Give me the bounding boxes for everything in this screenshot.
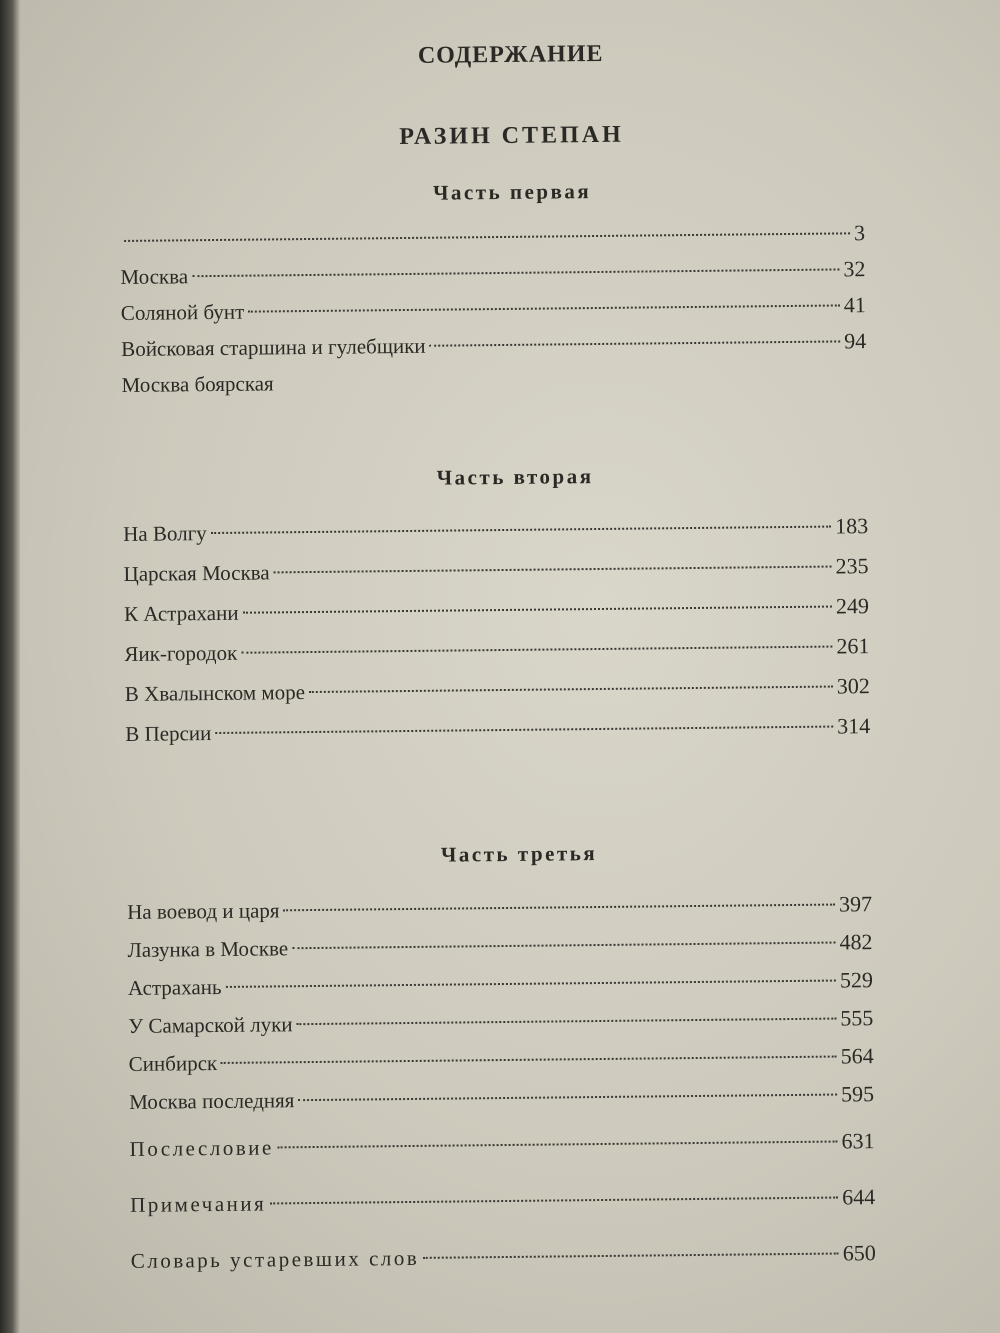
dot-leader [298,1094,837,1102]
entry-page: 235 [835,553,869,579]
entry-label: Синбирск [128,1051,218,1076]
entry-page: 529 [839,967,874,993]
dot-leader [270,1197,838,1205]
entry-label: Царская Москва [123,560,270,586]
toc-entry [125,706,870,754]
entry-page: 32 [843,256,866,282]
entry-page: 595 [840,1081,875,1107]
toc-heading: СОДЕРЖАНИЕ [417,40,604,69]
dot-leader [284,904,836,912]
entry-page: 314 [837,713,871,739]
dot-leader [215,726,833,734]
entry-label: Соляной бунт [120,299,245,325]
entry-label: Лазунка в Москве [127,936,289,962]
dot-leader [192,268,839,277]
page-edge-shadow [0,0,20,1333]
entry-label: В Хвалынском море [124,680,306,706]
entry-label: Москва последняя [128,1088,295,1114]
entry-label: В Персии [125,721,212,746]
entry-page: 482 [839,929,873,955]
entry-label: Москва боярская [121,371,274,397]
entry-label: Яик-городок [124,640,238,666]
toc-entry [130,1225,876,1289]
dot-leader [297,1018,837,1026]
entry-label: Войсковая старшина и гулебщики [121,333,426,361]
entry-page: 631 [841,1128,875,1154]
entry-label: К Астрахани [123,600,239,626]
part-entries [123,506,870,754]
entry-label: Примечания [130,1191,267,1217]
entry-label: Словарь устаревших слов [130,1245,420,1273]
dot-leader [274,566,832,574]
entry-page: 555 [840,1005,874,1031]
entry-label: Москва [120,264,189,289]
dot-leader [211,526,831,534]
dot-leader [124,232,850,242]
entry-page: 249 [835,593,870,619]
dot-leader [278,1141,838,1149]
entry-page: 261 [836,633,870,659]
dot-leader [225,980,835,988]
dot-leader [242,606,831,614]
entry-label: На воевод и царя [127,898,280,924]
toc-entry [121,359,866,403]
toc-entry [130,1169,876,1233]
entry-page: 644 [842,1184,876,1210]
entry-label: На Волгу [123,521,207,546]
entry-label: Послесловие [129,1135,274,1161]
entry-page: 564 [840,1043,874,1069]
table-of-contents [118,32,876,1289]
part-title: Часть первая [432,179,592,205]
entry-page: 41 [843,292,866,318]
part-entries [120,215,867,403]
entry-page: 94 [844,328,867,354]
dot-leader [241,646,832,654]
book-title: РАЗИН СТЕПАН [399,121,624,151]
entry-page: 183 [834,513,869,539]
dot-leader [221,1056,837,1064]
entry-page: 650 [842,1240,876,1266]
entry-label: Астрахань [127,974,222,1000]
dot-leader [309,686,833,693]
dot-leader [292,942,835,950]
entry-page: 302 [836,673,870,699]
toc-entry [129,1113,875,1177]
part-entries [127,885,876,1289]
dot-leader [248,304,840,312]
dot-leader [430,340,841,346]
dot-leader [423,1253,839,1259]
part-title: Часть третья [440,841,598,867]
part-title: Часть вторая [436,464,594,490]
entry-page: 397 [838,891,873,917]
entry-label: У Самарской луки [128,1012,293,1038]
entry-page: 3 [853,220,866,246]
